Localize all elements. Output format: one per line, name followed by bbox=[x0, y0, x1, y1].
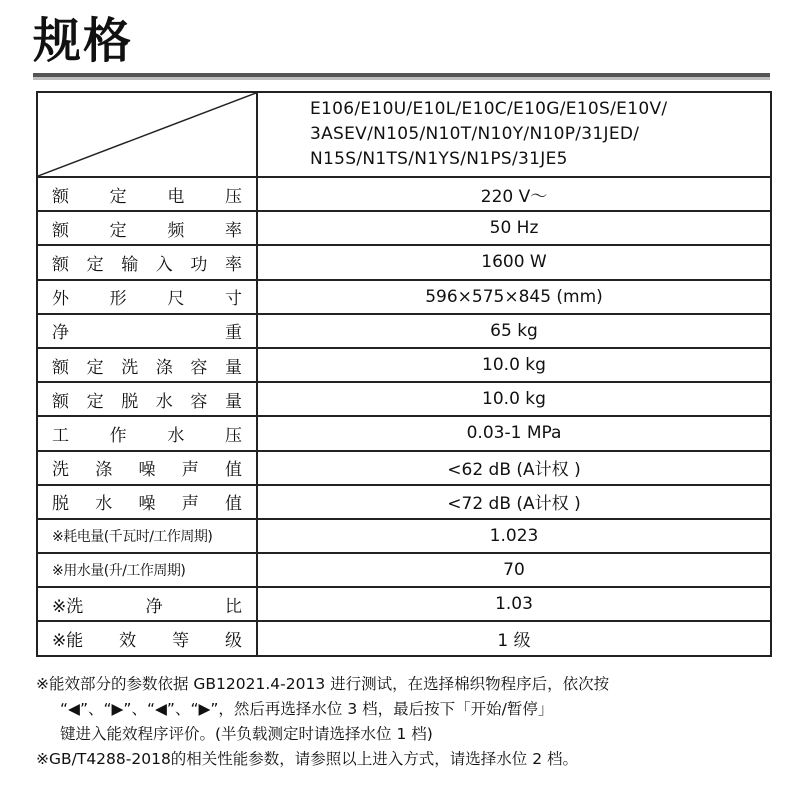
spec-value: 50 Hz bbox=[257, 211, 771, 245]
table-row bbox=[37, 177, 771, 211]
spec-label-cell bbox=[37, 451, 257, 485]
spec-label-char: ※洗 bbox=[52, 596, 84, 617]
spec-label-char: 水 bbox=[95, 494, 113, 515]
table-row bbox=[37, 348, 771, 382]
spec-label-cell bbox=[37, 314, 257, 348]
spec-label-char: 净 bbox=[145, 596, 163, 617]
table-row bbox=[37, 621, 771, 655]
spec-label-char: 噪 bbox=[138, 494, 156, 515]
spec-label-char: 率 bbox=[224, 220, 242, 241]
spec-label-char: 尺 bbox=[167, 289, 185, 310]
spec-label bbox=[52, 353, 242, 378]
spec-value: 1 级 bbox=[257, 621, 771, 655]
spec-label-char: 入 bbox=[155, 254, 173, 275]
spec-label-cell bbox=[37, 382, 257, 416]
table-row bbox=[37, 382, 771, 416]
spec-value: <62 dB (A计权 ) bbox=[257, 451, 771, 485]
spec-label-cell bbox=[37, 177, 257, 211]
spec-label-char: 值 bbox=[225, 460, 242, 481]
spec-value: 10.0 kg bbox=[257, 382, 771, 416]
model-list-cell bbox=[257, 92, 771, 177]
table-row bbox=[37, 314, 771, 348]
spec-value: 0.03-1 MPa bbox=[257, 416, 771, 450]
model-list-line: N15S/N1TS/N1YS/N1PS/31JE5 bbox=[310, 149, 568, 169]
spec-label-char: 额 bbox=[52, 254, 69, 275]
diagonal-header-cell bbox=[37, 92, 257, 177]
spec-value: 10.0 kg bbox=[257, 348, 771, 382]
spec-label bbox=[52, 216, 242, 241]
spec-value: 65 kg bbox=[257, 314, 771, 348]
table-row bbox=[37, 519, 771, 553]
spec-value: 1.03 bbox=[257, 587, 771, 621]
spec-label-char: 定 bbox=[86, 254, 104, 275]
spec-label bbox=[52, 387, 242, 412]
spec-label-char: 等 bbox=[172, 631, 190, 652]
spec-label-char: 水 bbox=[155, 391, 173, 412]
spec-value: <72 dB (A计权 ) bbox=[257, 485, 771, 519]
spec-label-char: 率 bbox=[224, 254, 242, 275]
spec-label-char: 洗 bbox=[52, 460, 69, 481]
spec-label-cell bbox=[37, 553, 257, 587]
spec-label bbox=[52, 421, 242, 446]
spec-value: 1600 W bbox=[257, 245, 771, 279]
model-list-line: 3ASEV/N105/N10T/N10Y/N10P/31JED/ bbox=[310, 124, 640, 144]
spec-label-char: 值 bbox=[225, 494, 242, 515]
spec-label bbox=[52, 284, 242, 309]
diagonal-line bbox=[38, 93, 256, 176]
spec-label-char: 涤 bbox=[95, 460, 113, 481]
spec-label-cell bbox=[37, 348, 257, 382]
table-row bbox=[37, 245, 771, 279]
spec-label-char: 声 bbox=[181, 460, 199, 481]
spec-label-cell bbox=[37, 519, 257, 553]
spec-label-char: 工 bbox=[52, 425, 69, 446]
spec-label-char: 定 bbox=[109, 186, 127, 207]
table-row bbox=[37, 416, 771, 450]
footnotes bbox=[36, 672, 776, 772]
spec-label-cell bbox=[37, 211, 257, 245]
spec-label-char: 脱 bbox=[52, 494, 69, 515]
spec-label-char: ※能 bbox=[52, 631, 84, 652]
spec-value: 1.023 bbox=[257, 519, 771, 553]
table-row bbox=[37, 587, 771, 621]
spec-label-char: 容 bbox=[190, 357, 208, 378]
spec-table bbox=[36, 91, 772, 657]
spec-label-char: 压 bbox=[224, 186, 242, 207]
spec-label-cell bbox=[37, 621, 257, 655]
spec-label-cell bbox=[37, 587, 257, 621]
spec-label-char: 定 bbox=[86, 391, 104, 412]
spec-label-cell bbox=[37, 416, 257, 450]
spec-label-char: 脱 bbox=[121, 391, 139, 412]
spec-label-cell bbox=[37, 485, 257, 519]
spec-label-char: 级 bbox=[224, 631, 242, 652]
spec-value: 70 bbox=[257, 553, 771, 587]
spec-label-char: 输 bbox=[121, 254, 139, 275]
footnote-line: “◀”、“▶”、“◀”、“▶”，然后再选择水位 3 档，最后按下「开始/暂停」 bbox=[60, 700, 554, 718]
footnote-line: ※能效部分的参数依据 GB12021.4-2013 进行测试，在选择棉织物程序后，依次按 bbox=[36, 675, 610, 693]
spec-label-char: 寸 bbox=[224, 289, 242, 310]
spec-label bbox=[52, 455, 242, 480]
spec-label bbox=[52, 318, 242, 343]
spec-label-char: 额 bbox=[52, 391, 69, 412]
spec-label-char: 额 bbox=[52, 357, 69, 378]
spec-label-char: 定 bbox=[86, 357, 104, 378]
page-title: 规格 bbox=[33, 13, 134, 69]
spec-label-cell bbox=[37, 245, 257, 279]
spec-label-char: 压 bbox=[224, 425, 242, 446]
spec-label-char: 水 bbox=[167, 425, 185, 446]
model-list-line: E106/E10U/E10L/E10C/E10G/E10S/E10V/ bbox=[310, 99, 668, 119]
spec-label-char: 容 bbox=[190, 391, 208, 412]
spec-label-char: 比 bbox=[225, 596, 242, 617]
footnote-line: ※GB/T4288-2018的相关性能参数，请参照以上进入方式，请选择水位 2 档。 bbox=[36, 750, 579, 768]
spec-label-char: 额 bbox=[52, 220, 69, 241]
spec-label-char: 定 bbox=[109, 220, 127, 241]
table-row bbox=[37, 485, 771, 519]
table-row bbox=[37, 553, 771, 587]
spec-label bbox=[52, 250, 242, 275]
table-row bbox=[37, 211, 771, 245]
spec-label-char: 洗 bbox=[121, 357, 139, 378]
spec-label-char: 电 bbox=[167, 186, 185, 207]
spec-label-char: 效 bbox=[119, 631, 137, 652]
table-header-row bbox=[37, 92, 771, 177]
spec-value: 220 V～ bbox=[257, 177, 771, 211]
spec-label-char: 作 bbox=[109, 425, 127, 446]
spec-label-char: 外 bbox=[52, 289, 69, 310]
footnote-line: 键进入能效程序评价。(半负载测定时请选择水位 1 档) bbox=[60, 725, 433, 743]
spec-label-char: 净 bbox=[52, 323, 69, 344]
spec-label bbox=[52, 626, 242, 651]
spec-label: ※用水量(升/工作周期) bbox=[52, 563, 186, 580]
spec-label-char: 噪 bbox=[138, 460, 156, 481]
spec-label-char: 形 bbox=[109, 289, 127, 310]
spec-label bbox=[52, 489, 242, 514]
spec-label-char: 声 bbox=[181, 494, 199, 515]
spec-label-char: 涤 bbox=[155, 357, 173, 378]
spec-label-char: 功 bbox=[190, 254, 208, 275]
spec-label-char: 额 bbox=[52, 186, 69, 207]
spec-label-char: 量 bbox=[224, 357, 242, 378]
spec-label-char: 量 bbox=[224, 391, 242, 412]
spec-label bbox=[52, 592, 242, 617]
spec-value: 596×575×845 (mm) bbox=[257, 280, 771, 314]
spec-label bbox=[52, 182, 242, 207]
spec-label-cell bbox=[37, 280, 257, 314]
spec-label-char: 重 bbox=[225, 323, 242, 344]
table-row bbox=[37, 451, 771, 485]
spec-label-char: 频 bbox=[167, 220, 185, 241]
title-rule-shadow bbox=[33, 77, 770, 80]
spec-label: ※耗电量(千瓦时/工作周期) bbox=[52, 528, 213, 545]
table-row bbox=[37, 280, 771, 314]
